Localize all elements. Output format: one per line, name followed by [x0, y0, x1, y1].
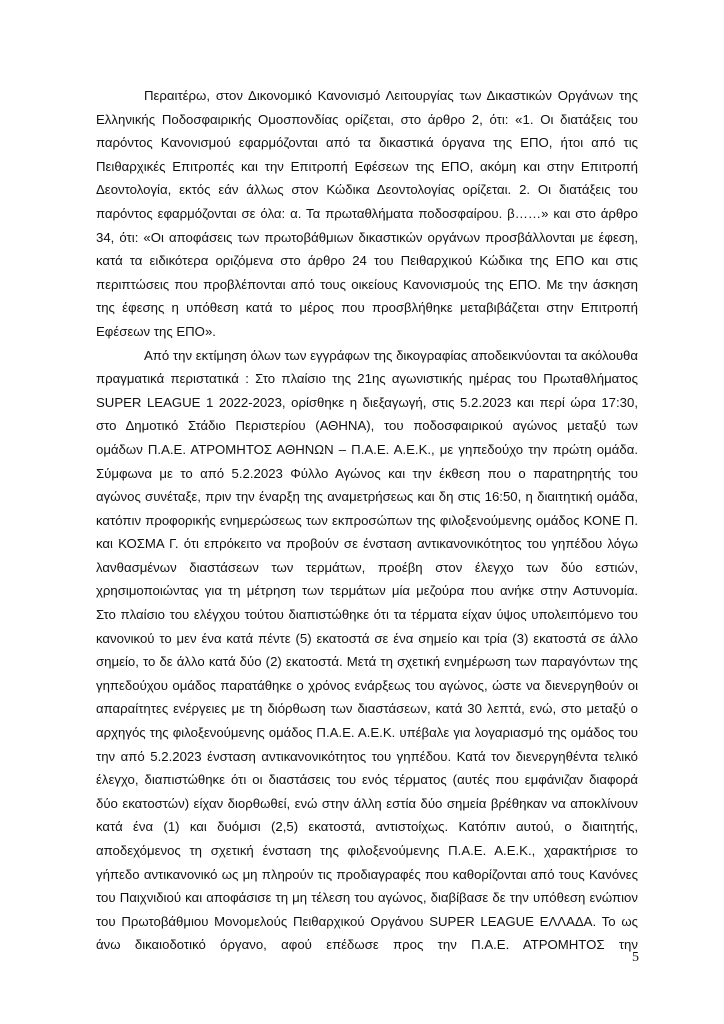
text-line: πραγματικά περιστατικά : Στο πλαίσιο της 21ης αγωνιστικής ημέρας του Πρωταθλήματος: [96, 371, 638, 387]
text-line: αρχηγός της φιλοξενούμενης ομάδος Π.Α.Ε. Α.Ε.Κ. υπέβαλε για λογαριασμό της ομάδος του: [96, 725, 638, 741]
text-line: άνω δικαιοδοτικό όργανο, αφού επέδωσε προς την Π.Α.Ε. ΑΤΡΟΜΗΤΟΣ την: [96, 937, 638, 953]
text-line: Ελληνικής Ποδοσφαιρικής Ομοσπονδίας ορίζεται, στο άρθρο 2, ότι: «1. Οι διατάξεις του: [96, 111, 638, 127]
text-line: έλεγχο, διαπιστώθηκε ότι οι διαστάσεις του ενός τέρματος (αυτές που εμφάνιζαν διαφορά: [96, 772, 638, 788]
text-line: γηπεδούχου ομάδος παρατάθηκε ο χρόνος ενάρξεως του αγώνος, ώστε να διενεργηθούν οι: [96, 677, 638, 693]
text-line: και ΚΟΣΜΑ Γ. ότι επρόκειτο να προβούν σε ένσταση αντικανονικότητος του γηπέδου λόγω: [96, 536, 638, 552]
text-line: αγώνος συνέταξε, πριν την έναρξη της αναμετρήσεως και δη στις 16:50, η διαιτητική ομάδα,: [96, 489, 638, 505]
text-line: Πειθαρχικές Επιτροπές και την Επιτροπή Εφέσεων της ΕΠΟ, ακόμη και στην Επιτροπή: [96, 158, 638, 174]
text-line: σημείο, το δε άλλο κατά δύο (2) εκατοστά. Μετά τη σχετική ενημέρωση των παραγόντων της: [96, 654, 638, 670]
text-line: χρησιμοποιώντας για τη μέτρηση των τερμάτων μία μεζούρα που ανήκε στην Αστυνομία.: [96, 583, 638, 599]
text-line: Δεοντολογία, εκτός εάν άλλως στον Κώδικα Δεοντολογίας ορίζεται. 2. Οι διατάξεις του: [96, 182, 638, 198]
text-line: του Πρωτοβάθμιου Μονομελούς Πειθαρχικού Οργάνου SUPER LEAGUE ΕΛΛΑΔΑ. Το ως: [96, 913, 638, 929]
document-body: [96, 84, 638, 957]
text-line: απαραίτητες ενέργειες με τη διόρθωση των διαστάσεων, κατά 30 λεπτά, ενώ, στο μεταξύ ο: [96, 701, 638, 717]
text-line: Στο πλαίσιο του ελέγχου τούτου διαπιστώθηκε ότι τα τέρματα είχαν ύψος υπολειπόμενο του: [96, 607, 638, 623]
paragraph-epo-rules: [96, 84, 638, 344]
text-line: Σύμφωνα με το από 5.2.2023 Φύλλο Αγώνος και την έκθεση που ο παρατηρητής του: [96, 465, 638, 481]
text-line: στο Δημοτικό Στάδιο Περιστερίου (ΑΘΗΝΑ), του ποδοσφαιρικού αγώνος μεταξύ των: [96, 418, 638, 434]
text-line: δύο εκατοστών) είχαν διορθωθεί, ενώ στην άλλη εστία δύο σημεία βρέθηκαν να αποκλίνουν: [96, 795, 638, 811]
text-line: ομάδων Π.Α.Ε. ΑΤΡΟΜΗΤΟΣ ΑΘΗΝΩΝ – Π.Α.Ε. Α.Ε.Κ., με γηπεδούχο την πρώτη ομάδα.: [96, 441, 638, 457]
text-line: του Παιχνιδιού και αποφάσισε τη μη τέλεση του αγώνος, διαβίβασε δε την υπόθεση ενώπιον: [96, 890, 638, 906]
paragraph-facts: [96, 344, 638, 957]
text-line: παρόντος Κανονισμού εφαρμόζονται από τα δικαστικά όργανα της ΕΠΟ, ήτοι από τις: [96, 135, 638, 151]
text-line: παρόντος εφαρμόζονται σε όλα: α. Τα πρωταθλήματα ποδοσφαίρου. β……» και στο άρθρο: [96, 205, 638, 221]
text-line: γήπεδο αντικανονικό ως μη πληρούν τις προδιαγραφές που καθορίζονται από τους Κανόνες: [96, 866, 638, 882]
text-line: Εφέσεων της ΕΠΟ».: [96, 323, 216, 339]
text-line: Από την εκτίμηση όλων των εγγράφων της δικογραφίας αποδεικνύονται τα ακόλουθα: [144, 347, 638, 363]
text-line: 34, ότι: «Οι αποφάσεις των πρωτοβάθμιων δικαστικών οργάνων προσβάλλονται με έφεση,: [96, 229, 638, 245]
text-line: περιπτώσεις που προβλέπονται από τους οικείους Κανονισμούς της ΕΠΟ. Με την άσκηση: [96, 276, 638, 292]
text-line: κατόπιν προφορικής ενημερώσεως των εκπροσώπων της φιλοξενούμενης ομάδος ΚΟΝΕ Π.: [96, 512, 638, 528]
text-line: αποδεχόμενος τη σχετική ένσταση της φιλοξενούμενης Π.Α.Ε. Α.Ε.Κ., χαρακτήρισε το: [96, 843, 638, 858]
text-line: λανθασμένων διαστάσεων των τερμάτων, προέβη στον έλεγχο των δύο εστιών,: [96, 559, 638, 575]
text-line: κατά τα ειδικότερα οριζόμενα στο άρθρο 24 του Πειθαρχικού Κώδικα της ΕΠΟ και στις: [96, 253, 638, 269]
text-line: SUPER LEAGUE 1 2022-2023, ορίσθηκε η διεξαγωγή, στις 5.2.2023 και περί ώρα 17:30,: [96, 394, 638, 410]
text-line: κατά ένα (1) και δυόμισι (2,5) εκατοστά, αντιστοίχως. Κατόπιν αυτού, ο διαιτητής,: [96, 819, 638, 835]
text-line: της έφεσης η υπόθεση κατά το μέρος που προσβλήθηκε μεταβιβάζεται στην Επιτροπή: [96, 300, 638, 316]
text-line: κανονικού το μεν ένα κατά πέντε (5) εκατοστά σε ένα σημείο και τρία (3) εκατοστά σε άλλο: [96, 630, 638, 646]
text-line: Περαιτέρω, στον Δικονομικό Κανονισμό Λειτουργίας των Δικαστικών Οργάνων της: [144, 88, 638, 103]
text-line: την από 5.2.2023 ένσταση αντικανονικότητος του γηπέδου. Κατά τον διενεργηθέντα τελικό: [96, 748, 638, 764]
page-number: 5: [632, 950, 639, 965]
